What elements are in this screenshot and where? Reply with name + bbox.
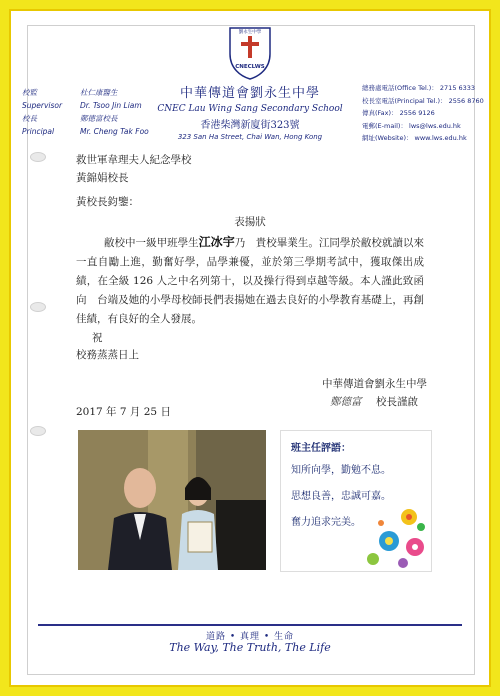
officer-value: 鄭德富校長 [80,114,118,123]
school-name-zh: 中華傳道會劉永生中學 [179,86,320,101]
crest-text: CNECLWS [235,64,265,70]
body-post: 乃 貴校畢業生。江同學於敝校就讀以來一直自勵上進，勤奮好學，品學兼優，並於第三學期考試中，獲取傑出成績，在全級 126 人之中名列第十，以及操行得到卓越等級。本人謹此致函向 台端及她的小學母校師長們表揚她在過去良好的小學教育基礎上，再創佳績，有良好的全人發展。 [76,237,425,325]
contact-line: 網址(Website)： www.lws.edu.hk [362,134,467,142]
motto-zh: 道路 • 真理 • 生命 [205,632,295,642]
officer-label: Supervisor [22,101,63,110]
award-photo [78,430,266,570]
closing-wish: 祝 [92,332,103,344]
officer-label: Principal [22,127,55,136]
school-address-zh: 香港柴灣新廈街323號 [200,120,300,131]
contact-line: 電郵(E-mail)： lws@lws.edu.hk [362,121,461,130]
contact-block [362,82,484,145]
sign-title: 校長謹啟 [376,396,418,408]
comment-line: 知所向學，勤勉不息。 [291,465,391,476]
officer-label: 校長 [22,114,37,123]
contact-line: 校長室電話(Principal Tel.)： 2556 8760 [362,96,484,105]
body-pre: 敝校中一級甲班學生 [104,237,199,249]
student-name: 江冰宇 [198,235,235,249]
footer-rule [38,624,462,626]
comment-line: 奮力追求完美。 [291,517,361,528]
letter-title: 表揚狀 [234,216,266,228]
recipient-school: 救世軍韋理夫人紀念學校 [76,154,192,166]
school-crest-icon [225,24,275,80]
school-address-en: 323 San Ha Street, Chai Wan, Hong Kong [177,133,323,141]
letter-body [76,233,424,329]
punch-hole [30,302,46,312]
officer-value: Mr. Cheng Tak Foo [80,127,149,136]
contact-line: 傳真(Fax)： 2556 9126 [362,109,435,117]
comment-title: 班主任評語： [291,443,351,454]
letter-date: 2017 年 7 月 25 日 [76,406,171,418]
school-name-en: CNEC Lau Wing Sang Secondary School [157,104,343,114]
signature: 鄭德富 [330,396,362,408]
comment-line: 思想良善，忠誠可嘉。 [291,491,391,502]
flower-decoration-icon [359,497,429,569]
closing-line: 校務蒸蒸日上 [76,349,139,361]
officers-block [22,86,149,138]
officer-value: Dr. Tsoo Jin Liam [80,101,142,110]
punch-hole [30,152,46,162]
motto-en: The Way, The Truth, The Life [169,641,331,654]
contact-line: 總務處電話(Office Tel.)： 2715 6333 [362,84,476,92]
sign-school: 中華傳道會劉永生中學 [322,378,427,390]
school-header [150,82,350,141]
officer-value: 杜仁康醫生 [80,88,118,97]
crest-top-text: 劉永生中學 [238,30,262,35]
officer-label: 校監 [22,88,37,97]
salutation: 黃校長鈞鑒： [76,196,139,208]
teacher-comment [280,430,432,572]
recipient-name: 黃錦娟校長 [76,172,129,184]
punch-hole [30,426,46,436]
